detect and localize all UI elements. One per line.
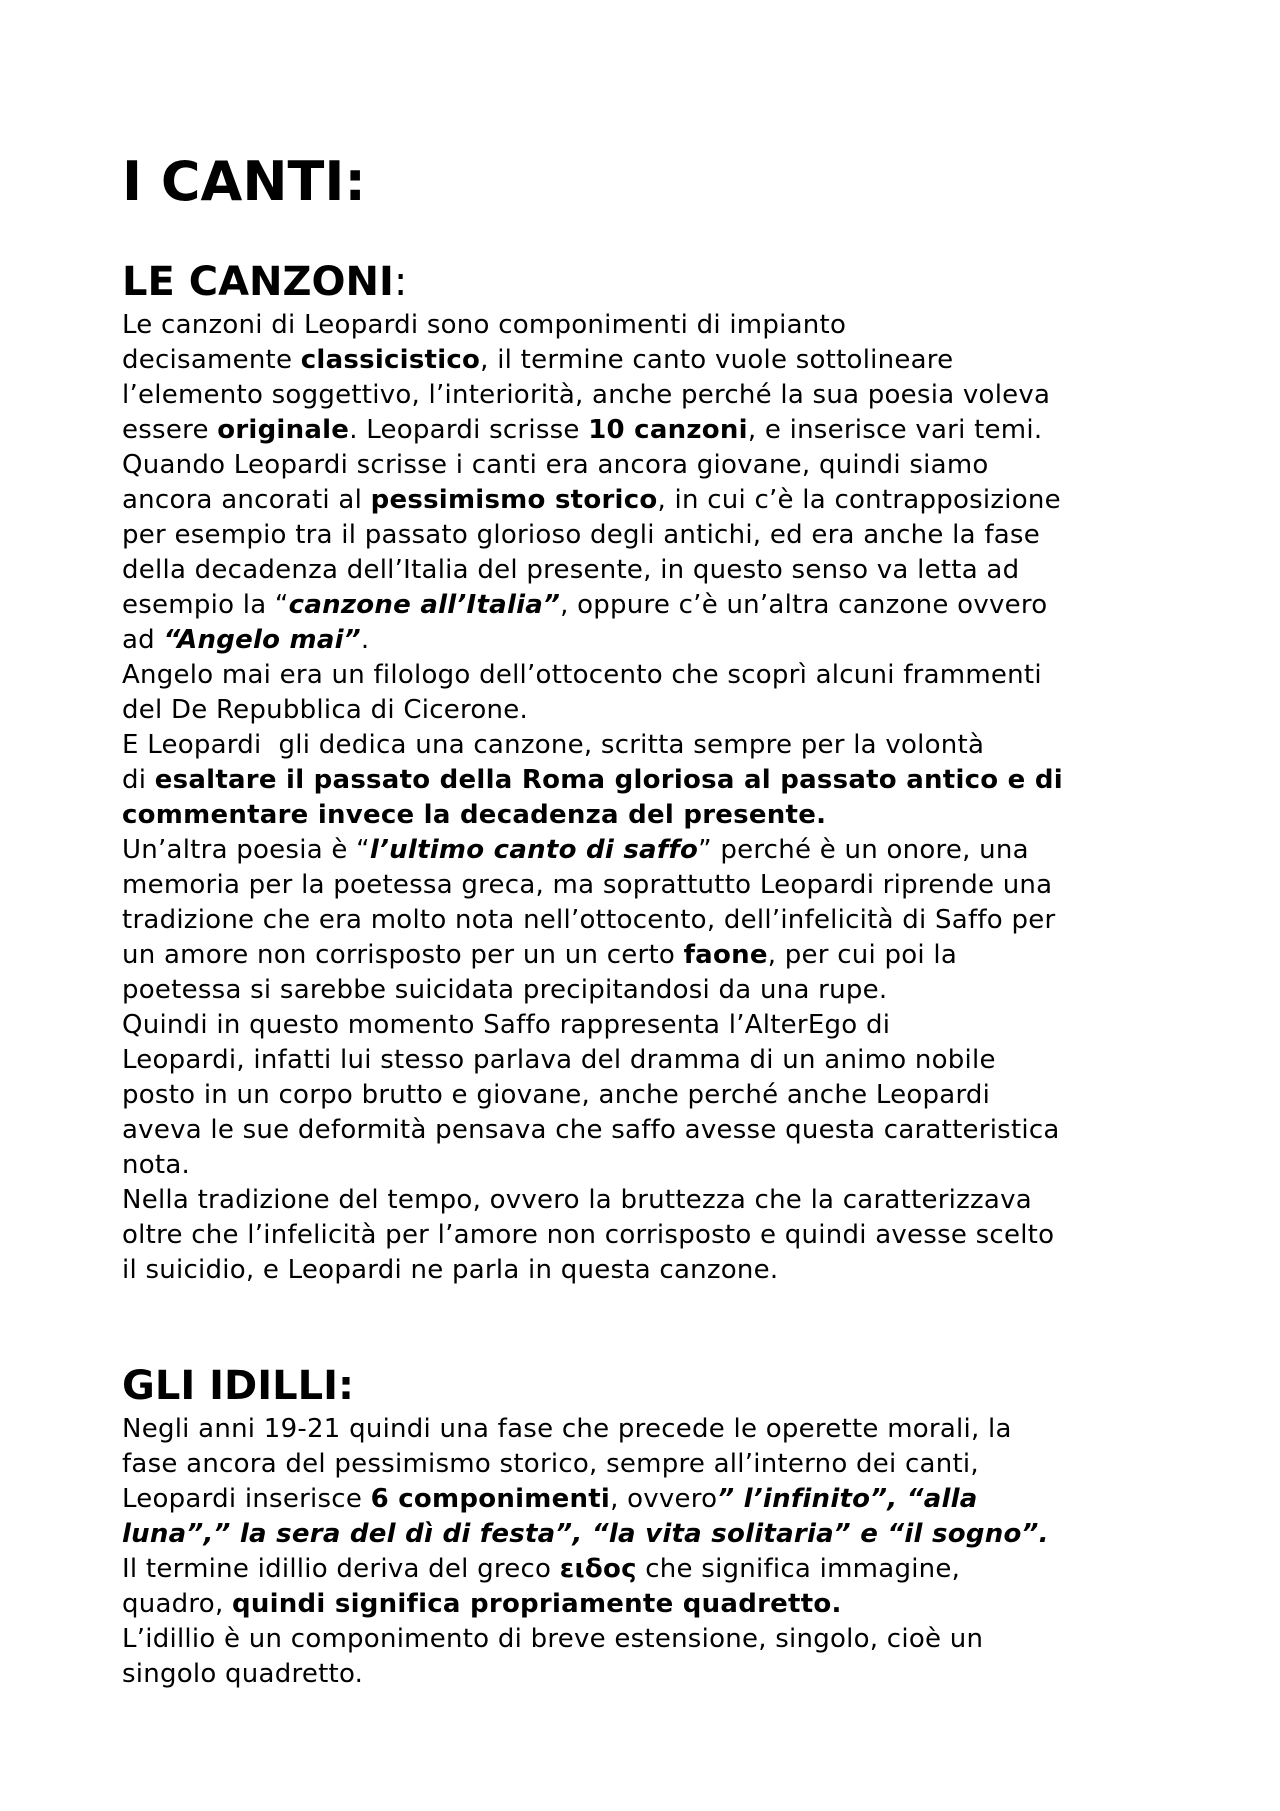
text-line xyxy=(122,1552,1222,1587)
text-run: , oppure c’è un’altra canzone ovvero xyxy=(560,590,1048,620)
text-run: ” perché è un onore, una xyxy=(698,835,1029,865)
text-line xyxy=(122,343,1222,378)
text-run: il suicidio, e Leopardi ne parla in questa canzone. xyxy=(122,1255,779,1285)
text-run: l’elemento soggettivo, l’interiorità, anche perché la sua poesia voleva xyxy=(122,380,1051,410)
text-line xyxy=(122,903,1222,938)
text-run: che significa immagine, xyxy=(636,1554,961,1584)
text-line xyxy=(122,1253,1222,1288)
text-run: tradizione che era molto nota nell’ottocento, dell’infelicità di Saffo per xyxy=(122,905,1056,935)
section-heading-canzoni-colon: : xyxy=(393,259,408,305)
emphasis-text: “Angelo mai” xyxy=(163,625,361,655)
text-run: decisamente xyxy=(122,345,301,375)
text-run: . Leopardi scrisse xyxy=(349,415,589,445)
text-run: Leopardi inserisce xyxy=(122,1484,371,1514)
text-line xyxy=(122,308,1222,343)
text-line xyxy=(122,413,1222,448)
emphasis-text: ” l’infinito”, “alla xyxy=(717,1484,978,1514)
section-heading-canzoni xyxy=(122,258,407,306)
emphasis-text: l’ultimo canto di saffo xyxy=(369,835,699,865)
emphasis-text: classicistico xyxy=(300,345,481,375)
emphasis-text: faone xyxy=(683,940,768,970)
text-run: Il termine idillio deriva del greco xyxy=(122,1554,560,1584)
emphasis-text: 10 canzoni xyxy=(588,415,748,445)
emphasis-text: ειδος xyxy=(559,1554,637,1584)
text-run: , in cui c’è la contrapposizione xyxy=(657,485,1061,515)
text-line xyxy=(122,1183,1222,1218)
text-run: L’idillio è un componimento di breve estensione, singolo, cioè un xyxy=(122,1624,984,1654)
emphasis-text: commentare invece la decadenza del presente. xyxy=(122,800,827,830)
text-line xyxy=(122,588,1222,623)
canzoni-body xyxy=(122,308,1222,1288)
emphasis-text: canzone all’Italia” xyxy=(288,590,561,620)
text-run: esempio la “ xyxy=(122,590,289,620)
text-run: , il termine canto vuole sottolineare xyxy=(480,345,954,375)
text-line xyxy=(122,1412,1222,1447)
text-run: Leopardi, infatti lui stesso parlava del dramma di un animo nobile xyxy=(122,1045,996,1075)
text-run: poetessa si sarebbe suicidata precipitandosi da una rupe. xyxy=(122,975,888,1005)
text-line xyxy=(122,1517,1222,1552)
text-line xyxy=(122,1218,1222,1253)
text-run: per esempio tra il passato glorioso degli antichi, ed era anche la fase xyxy=(122,520,1040,550)
text-run: ad xyxy=(122,625,164,655)
text-run: E Leopardi gli dedica una canzone, scritta sempre per la volontà xyxy=(122,730,985,760)
text-line xyxy=(122,553,1222,588)
text-line xyxy=(122,623,1222,658)
text-line xyxy=(122,833,1222,868)
text-run: nota. xyxy=(122,1150,191,1180)
text-run: quadro, xyxy=(122,1589,232,1619)
text-run: singolo quadretto. xyxy=(122,1659,364,1689)
text-line xyxy=(122,1008,1222,1043)
text-run: Negli anni 19-21 quindi una fase che precede le operette morali, la xyxy=(122,1414,1012,1444)
emphasis-text: luna”,” la sera del dì di festa”, “la vita solitaria” e “il sogno”. xyxy=(122,1519,1049,1549)
page-title: I CANTI: xyxy=(122,150,367,213)
text-line xyxy=(122,1113,1222,1148)
text-run: essere xyxy=(122,415,218,445)
text-run: Quindi in questo momento Saffo rappresenta l’AlterEgo di xyxy=(122,1010,891,1040)
text-line xyxy=(122,483,1222,518)
text-line xyxy=(122,1587,1222,1622)
emphasis-text: quindi significa propriamente quadretto. xyxy=(231,1589,842,1619)
text-run: ancora ancorati al xyxy=(122,485,371,515)
text-run: di xyxy=(122,765,155,795)
text-run: , ovvero xyxy=(610,1484,718,1514)
text-run: fase ancora del pessimismo storico, sempre all’interno dei canti, xyxy=(122,1449,979,1479)
text-line xyxy=(122,1622,1222,1657)
text-line xyxy=(122,868,1222,903)
text-run: della decadenza dell’Italia del presente, in questo senso va letta ad xyxy=(122,555,1020,585)
text-line xyxy=(122,1447,1222,1482)
text-run: un amore non corrisposto per un un certo xyxy=(122,940,684,970)
text-line xyxy=(122,938,1222,973)
emphasis-text: esaltare il passato della Roma gloriosa al passato antico e di xyxy=(154,765,1063,795)
text-line xyxy=(122,763,1222,798)
text-line xyxy=(122,1482,1222,1517)
text-line xyxy=(122,658,1222,693)
text-line xyxy=(122,728,1222,763)
text-line xyxy=(122,798,1222,833)
text-run: memoria per la poetessa greca, ma soprattutto Leopardi riprende una xyxy=(122,870,1053,900)
text-run: posto in un corpo brutto e giovane, anche perché anche Leopardi xyxy=(122,1080,991,1110)
text-line xyxy=(122,973,1222,1008)
text-run: Le canzoni di Leopardi sono componimenti di impianto xyxy=(122,310,847,340)
text-line xyxy=(122,448,1222,483)
text-run: , per cui poi la xyxy=(767,940,958,970)
text-line xyxy=(122,1148,1222,1183)
text-run: aveva le sue deformità pensava che saffo avesse questa caratteristica xyxy=(122,1115,1060,1145)
text-run: oltre che l’infelicità per l’amore non corrisposto e quindi avesse scelto xyxy=(122,1220,1055,1250)
text-run: del De Repubblica di Cicerone. xyxy=(122,695,529,725)
text-run: . xyxy=(360,625,370,655)
text-run: Nella tradizione del tempo, ovvero la bruttezza che la caratterizzava xyxy=(122,1185,1032,1215)
text-line xyxy=(122,1043,1222,1078)
idilli-body xyxy=(122,1412,1222,1692)
text-line xyxy=(122,693,1222,728)
text-line xyxy=(122,1078,1222,1113)
emphasis-text: originale xyxy=(217,415,350,445)
section-heading-idilli: GLI IDILLI: xyxy=(122,1363,354,1409)
text-line xyxy=(122,518,1222,553)
text-line xyxy=(122,378,1222,413)
emphasis-text: 6 componimenti xyxy=(370,1484,611,1514)
text-run: , e inserisce vari temi. xyxy=(747,415,1043,445)
text-run: Un’altra poesia è “ xyxy=(122,835,370,865)
text-run: Quando Leopardi scrisse i canti era ancora giovane, quindi siamo xyxy=(122,450,989,480)
text-run: Angelo mai era un filologo dell’ottocento che scoprì alcuni frammenti xyxy=(122,660,1042,690)
emphasis-text: pessimismo storico xyxy=(370,485,658,515)
section-heading-canzoni-text: LE CANZONI xyxy=(122,259,394,305)
text-line xyxy=(122,1657,1222,1692)
